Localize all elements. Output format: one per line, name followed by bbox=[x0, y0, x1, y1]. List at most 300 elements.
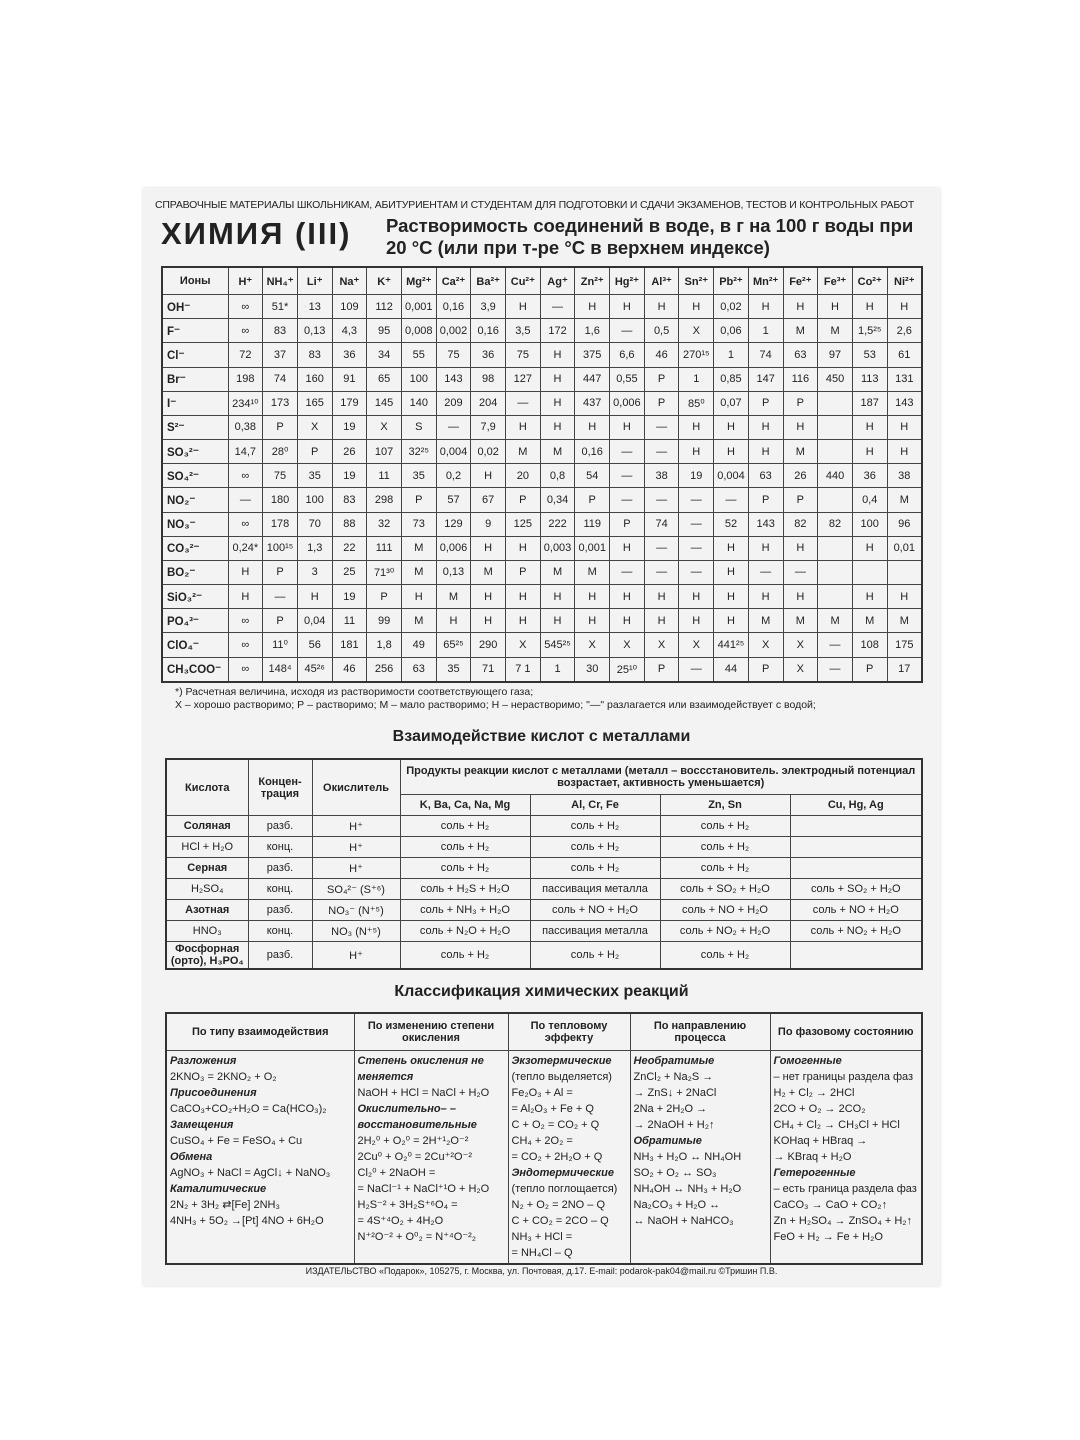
solubility-value: Н bbox=[748, 440, 783, 464]
anion-label: NO₂⁻ bbox=[162, 488, 228, 512]
solubility-value: 270¹⁵ bbox=[679, 343, 714, 367]
solubility-value: 32 bbox=[367, 512, 402, 536]
anion-label: SO₄²⁻ bbox=[162, 464, 228, 488]
product: соль + H₂ bbox=[660, 942, 790, 970]
solubility-value: 14,7 bbox=[228, 440, 263, 464]
solubility-value: 6,6 bbox=[610, 343, 645, 367]
solubility-value: 173 bbox=[263, 391, 298, 415]
solubility-value: 37 bbox=[263, 343, 298, 367]
product: соль + NO₂ + H₂O bbox=[660, 921, 790, 942]
solubility-value: Н bbox=[783, 415, 818, 439]
reaction-equation: NaOH + HCl = NaCl + H₂O bbox=[357, 1087, 490, 1099]
solubility-value: М bbox=[887, 488, 922, 512]
cation-header: Al³⁺ bbox=[644, 267, 679, 295]
solubility-value: Н bbox=[228, 585, 263, 609]
solubility-value: Р bbox=[297, 440, 332, 464]
footnote-line-1: *) Расчетная величина, исходя из растворимости соответствующего газа; bbox=[175, 686, 534, 698]
solubility-value: 0,4 bbox=[852, 488, 887, 512]
table-row bbox=[166, 816, 922, 837]
solubility-value: Х bbox=[679, 633, 714, 657]
solubility-value: — bbox=[644, 536, 679, 560]
solubility-value: 35 bbox=[297, 464, 332, 488]
reaction-type-label: Присоединения bbox=[170, 1087, 257, 1099]
product: соль + H₂ bbox=[400, 858, 530, 879]
reaction-equation: N⁺²O⁻² + O⁰₂ = N⁺⁴O⁻²₂ bbox=[357, 1231, 477, 1243]
acid-name: Фосфорная (орто), H₃PO₄ bbox=[166, 942, 248, 970]
solubility-value: 46 bbox=[644, 343, 679, 367]
solubility-value: 109 bbox=[332, 295, 367, 319]
solubility-value: 545²⁵ bbox=[540, 633, 575, 657]
solubility-value bbox=[818, 415, 853, 439]
reaction-equation: H₂S⁻² + 3H₂S⁺⁶O₄ = bbox=[357, 1199, 458, 1211]
solubility-value: Н bbox=[714, 415, 749, 439]
solubility-value: 178 bbox=[263, 512, 298, 536]
solubility-value: Н bbox=[297, 585, 332, 609]
reaction-equation: N₂ + O₂ = 2NO – Q bbox=[511, 1199, 606, 1211]
solubility-value: — bbox=[644, 415, 679, 439]
solubility-value: М bbox=[818, 609, 853, 633]
solubility-value: — bbox=[679, 512, 714, 536]
solubility-value: 113 bbox=[852, 367, 887, 391]
solubility-value: 30 bbox=[575, 657, 610, 682]
solubility-value: Н bbox=[679, 609, 714, 633]
solubility-value: 55 bbox=[401, 343, 436, 367]
solubility-value: — bbox=[783, 560, 818, 584]
solubility-value: Н bbox=[679, 440, 714, 464]
solubility-value: 35 bbox=[436, 657, 471, 682]
product: соль + SO₂ + H₂O bbox=[790, 879, 922, 900]
solubility-value: 100 bbox=[297, 488, 332, 512]
solubility-value: Н bbox=[506, 585, 541, 609]
solubility-value: Н bbox=[540, 367, 575, 391]
solubility-value: 298 bbox=[367, 488, 402, 512]
solubility-value: 0,002 bbox=[436, 319, 471, 343]
reaction-equation: NH₃ + HCl = bbox=[511, 1231, 573, 1243]
metals-group-1: K, Ba, Ca, Na, Mg bbox=[400, 795, 530, 816]
solubility-value: М bbox=[401, 609, 436, 633]
reaction-equation: CaCO₃+CO₂+H₂O = Ca(HCO₃)₂ bbox=[170, 1103, 327, 1115]
acid-header: Кислота bbox=[166, 759, 248, 816]
cation-header: Zn²⁺ bbox=[575, 267, 610, 295]
anion-label: CH₃COO⁻ bbox=[162, 657, 228, 682]
solubility-value: 70 bbox=[297, 512, 332, 536]
solubility-value: — bbox=[679, 536, 714, 560]
cation-header: Li⁺ bbox=[297, 267, 332, 295]
solubility-value: 1 bbox=[679, 367, 714, 391]
solubility-value: 0,5 bbox=[644, 319, 679, 343]
concentration: разб. bbox=[248, 900, 312, 921]
solubility-value: 91 bbox=[332, 367, 367, 391]
solubility-value: Н bbox=[714, 440, 749, 464]
solubility-value: ∞ bbox=[228, 512, 263, 536]
reaction-equation: Cl₂⁰ + 2NaOH = bbox=[357, 1167, 436, 1179]
solubility-value: 99 bbox=[367, 609, 402, 633]
solubility-value: Н bbox=[748, 536, 783, 560]
table-row bbox=[162, 560, 922, 584]
solubility-value: 0,34 bbox=[540, 488, 575, 512]
solubility-value: Н bbox=[679, 585, 714, 609]
solubility-value: 63 bbox=[783, 343, 818, 367]
ions-header: Ионы bbox=[162, 267, 228, 295]
solubility-value: 116 bbox=[783, 367, 818, 391]
solubility-value: 1,5²⁵ bbox=[852, 319, 887, 343]
solubility-value: 3,9 bbox=[471, 295, 506, 319]
table-row bbox=[162, 415, 922, 439]
solubility-value bbox=[818, 391, 853, 415]
table-row bbox=[166, 858, 922, 879]
classification-header: По изменению степени окисления bbox=[354, 1013, 508, 1051]
acid-name: Соляная bbox=[166, 816, 248, 837]
table-row bbox=[162, 488, 922, 512]
product: соль + H₂ bbox=[660, 858, 790, 879]
solubility-value: — bbox=[818, 657, 853, 682]
oxidizer-header: Окислитель bbox=[312, 759, 400, 816]
solubility-value: 172 bbox=[540, 319, 575, 343]
solubility-value: Х bbox=[679, 319, 714, 343]
solubility-value: ∞ bbox=[228, 319, 263, 343]
page-title: ХИМИЯ (III) bbox=[161, 216, 352, 251]
metals-group-3: Zn, Sn bbox=[660, 795, 790, 816]
table-row bbox=[162, 295, 922, 319]
solubility-value: 25¹⁰ bbox=[610, 657, 645, 682]
page-subtitle: Растворимость соединений в воде, в г на 100 г воды при 20 °С (или при т-ре °С в верхнем индексе) bbox=[386, 215, 914, 258]
solubility-value: 0,16 bbox=[436, 295, 471, 319]
product: соль + H₂ bbox=[660, 837, 790, 858]
reaction-equation: = Al₂O₃ + Fe + Q bbox=[511, 1103, 594, 1115]
solubility-value: 181 bbox=[332, 633, 367, 657]
solubility-value: 7 1 bbox=[506, 657, 541, 682]
table-row bbox=[162, 319, 922, 343]
reaction-equation: 2Na + 2H₂O → bbox=[633, 1103, 708, 1115]
solubility-value: Н bbox=[610, 585, 645, 609]
reaction-type-label: Степень окисления не меняется bbox=[357, 1055, 484, 1083]
solubility-value bbox=[887, 560, 922, 584]
solubility-value: Х bbox=[367, 415, 402, 439]
solubility-value: 63 bbox=[748, 464, 783, 488]
oxidizer: H⁺ bbox=[312, 858, 400, 879]
solubility-value: 0,01 bbox=[887, 536, 922, 560]
reaction-type-label: Гетерогенные bbox=[773, 1167, 856, 1179]
cation-header: H⁺ bbox=[228, 267, 263, 295]
solubility-value: Н bbox=[714, 560, 749, 584]
solubility-value: М bbox=[783, 319, 818, 343]
oxidizer: H⁺ bbox=[312, 816, 400, 837]
solubility-value: 71³⁰ bbox=[367, 560, 402, 584]
solubility-value bbox=[818, 440, 853, 464]
solubility-value: Н bbox=[506, 295, 541, 319]
reaction-type-label: Разложения bbox=[170, 1055, 237, 1067]
solubility-value: Н bbox=[540, 343, 575, 367]
solubility-value: Н bbox=[887, 295, 922, 319]
solubility-value: 54 bbox=[575, 464, 610, 488]
reaction-equation: KOHaq + HBraq → bbox=[773, 1135, 868, 1147]
reaction-equation: 2H₂⁰ + O₂⁰ = 2H⁺¹₂O⁻² bbox=[357, 1135, 469, 1147]
reaction-equation: AgNO₃ + NaCl = AgCl↓ + NaNO₃ bbox=[170, 1167, 331, 1179]
solubility-value: 38 bbox=[887, 464, 922, 488]
product: соль + NO + H₂O bbox=[660, 900, 790, 921]
solubility-value: Н bbox=[852, 295, 887, 319]
table-row bbox=[162, 633, 922, 657]
classification-header: По типу взаимодействия bbox=[166, 1013, 354, 1051]
solubility-value: 13 bbox=[297, 295, 332, 319]
solubility-value: Н bbox=[852, 536, 887, 560]
solubility-value: Н bbox=[644, 585, 679, 609]
cation-header: Ca²⁺ bbox=[436, 267, 471, 295]
solubility-value: Н bbox=[818, 295, 853, 319]
solubility-value: ∞ bbox=[228, 609, 263, 633]
anion-label: I⁻ bbox=[162, 391, 228, 415]
solubility-value: 1,3 bbox=[297, 536, 332, 560]
solubility-value: 32²⁵ bbox=[401, 440, 436, 464]
product: соль + NO₂ + H₂O bbox=[790, 921, 922, 942]
solubility-value: ∞ bbox=[228, 295, 263, 319]
solubility-value: — bbox=[506, 391, 541, 415]
solubility-value bbox=[818, 536, 853, 560]
solubility-value: 51* bbox=[263, 295, 298, 319]
solubility-value: Х bbox=[506, 633, 541, 657]
reaction-equation: 4NH₃ + 5O₂ →[Pt] 4NO + 6H₂O bbox=[170, 1215, 324, 1227]
solubility-value: 67 bbox=[471, 488, 506, 512]
reaction-equation: CaCO₃ → CaO + CO₂↑ bbox=[773, 1199, 888, 1211]
anion-label: OH⁻ bbox=[162, 295, 228, 319]
reaction-type-label: Обмена bbox=[170, 1151, 213, 1163]
solubility-value: — bbox=[818, 633, 853, 657]
solubility-value: Н bbox=[575, 295, 610, 319]
table-row bbox=[162, 391, 922, 415]
solubility-value: М bbox=[506, 440, 541, 464]
solubility-value: 0,13 bbox=[297, 319, 332, 343]
solubility-value: М bbox=[887, 609, 922, 633]
cation-header: Ag⁺ bbox=[540, 267, 575, 295]
product: соль + H₂ bbox=[530, 858, 660, 879]
solubility-value: 0,24* bbox=[228, 536, 263, 560]
product: соль + H₂ bbox=[400, 942, 530, 970]
cation-header: Co²⁺ bbox=[852, 267, 887, 295]
solubility-value: 0,16 bbox=[575, 440, 610, 464]
solubility-value: 19 bbox=[679, 464, 714, 488]
solubility-value: 209 bbox=[436, 391, 471, 415]
metals-group-2: Al, Cr, Fe bbox=[530, 795, 660, 816]
reaction-type-label: Необратимые bbox=[633, 1055, 715, 1067]
solubility-value: — bbox=[679, 657, 714, 682]
solubility-value bbox=[852, 560, 887, 584]
concentration: конц. bbox=[248, 879, 312, 900]
reaction-equation: CH₄ + Cl₂ → CH₃Cl + HCl bbox=[773, 1119, 900, 1131]
solubility-value: 63 bbox=[401, 657, 436, 682]
table-row bbox=[166, 921, 922, 942]
classification-column bbox=[166, 1051, 354, 1265]
solubility-value: Н bbox=[610, 609, 645, 633]
solubility-value: S bbox=[401, 415, 436, 439]
anion-label: ClO₄⁻ bbox=[162, 633, 228, 657]
solubility-value: 19 bbox=[332, 585, 367, 609]
solubility-value: 0,2 bbox=[436, 464, 471, 488]
solubility-value: 0,003 bbox=[540, 536, 575, 560]
oxidizer: H⁺ bbox=[312, 837, 400, 858]
solubility-value: 11 bbox=[332, 609, 367, 633]
solubility-value: 9 bbox=[471, 512, 506, 536]
solubility-value: 0,02 bbox=[471, 440, 506, 464]
cation-header: Ni²⁺ bbox=[887, 267, 922, 295]
solubility-value: 0,02 bbox=[714, 295, 749, 319]
solubility-value: — bbox=[540, 295, 575, 319]
solubility-value: 0,001 bbox=[401, 295, 436, 319]
solubility-value: 0,38 bbox=[228, 415, 263, 439]
metals-group-4: Cu, Hg, Ag bbox=[790, 795, 922, 816]
solubility-value: Н bbox=[852, 415, 887, 439]
solubility-value: 26 bbox=[783, 464, 818, 488]
header-topline: СПРАВОЧНЫЕ МАТЕРИАЛЫ ШКОЛЬНИКАМ, АБИТУРИЕНТАМ И СТУДЕНТАМ ДЛЯ ПОДГОТОВКИ И СДАЧИ ЭКЗАМЕНОВ, ТЕСТОВ И КОНТРОЛЬНЫХ РАБОТ bbox=[155, 199, 915, 211]
solubility-value: 3,5 bbox=[506, 319, 541, 343]
solubility-value: 57 bbox=[436, 488, 471, 512]
solubility-value: Н bbox=[679, 415, 714, 439]
solubility-value: — bbox=[644, 488, 679, 512]
solubility-value: Р bbox=[263, 609, 298, 633]
solubility-value: 11 bbox=[367, 464, 402, 488]
acids-section-title: Взаимодействие кислот с металлами bbox=[392, 728, 691, 745]
solubility-value: 147 bbox=[748, 367, 783, 391]
solubility-value: Р bbox=[263, 415, 298, 439]
solubility-value: 97 bbox=[818, 343, 853, 367]
solubility-value: Н bbox=[575, 415, 610, 439]
solubility-value: ∞ bbox=[228, 464, 263, 488]
cation-header: Ba²⁺ bbox=[471, 267, 506, 295]
solubility-value: 74 bbox=[644, 512, 679, 536]
table-row bbox=[162, 440, 922, 464]
solubility-value: 4,3 bbox=[332, 319, 367, 343]
solubility-value: 125 bbox=[506, 512, 541, 536]
solubility-value: 49 bbox=[401, 633, 436, 657]
reaction-equation: NH₄OH ↔ NH₃ + H₂O bbox=[633, 1183, 742, 1195]
solubility-value: Н bbox=[679, 295, 714, 319]
solubility-value: Н bbox=[401, 585, 436, 609]
reaction-equation: 2N₂ + 3H₂ ⇄[Fe] 2NH₃ bbox=[170, 1199, 280, 1211]
product: соль + H₂ bbox=[530, 816, 660, 837]
product: соль + H₂ bbox=[400, 816, 530, 837]
solubility-value: Н bbox=[540, 415, 575, 439]
solubility-value: 119 bbox=[575, 512, 610, 536]
reaction-type-label: Эндотермические bbox=[511, 1167, 614, 1179]
solubility-value: 45²⁶ bbox=[297, 657, 332, 682]
solubility-value: 0,04 bbox=[297, 609, 332, 633]
solubility-value: 222 bbox=[540, 512, 575, 536]
concentration: разб. bbox=[248, 816, 312, 837]
solubility-value: Р bbox=[263, 560, 298, 584]
reaction-type-label: Каталитические bbox=[170, 1183, 267, 1195]
table-row bbox=[162, 343, 922, 367]
solubility-value: Н bbox=[575, 585, 610, 609]
solubility-value: ∞ bbox=[228, 657, 263, 682]
solubility-value: Н bbox=[748, 415, 783, 439]
reaction-equation: – есть граница раздела фаз bbox=[773, 1183, 917, 1195]
reaction-equation: Na₂CO₃ + H₂O ↔ bbox=[633, 1199, 721, 1211]
solubility-value: — bbox=[644, 440, 679, 464]
solubility-value: Н bbox=[610, 295, 645, 319]
solubility-value: 100 bbox=[852, 512, 887, 536]
solubility-value: М bbox=[748, 609, 783, 633]
solubility-value: 1,6 bbox=[575, 319, 610, 343]
solubility-value: 36 bbox=[852, 464, 887, 488]
solubility-value: — bbox=[610, 560, 645, 584]
solubility-value: 447 bbox=[575, 367, 610, 391]
concentration: разб. bbox=[248, 858, 312, 879]
solubility-value: М bbox=[401, 536, 436, 560]
solubility-value: 0,16 bbox=[471, 319, 506, 343]
solubility-value: 56 bbox=[297, 633, 332, 657]
reaction-equation: C + CO₂ = 2CO – Q bbox=[511, 1215, 609, 1227]
cation-header: NH₄⁺ bbox=[263, 267, 298, 295]
solubility-value: Н bbox=[506, 415, 541, 439]
solubility-value: 75 bbox=[506, 343, 541, 367]
oxidizer: H⁺ bbox=[312, 942, 400, 970]
reaction-equation: = NaCl⁻¹ + NaCl⁺¹O + H₂O bbox=[357, 1183, 490, 1195]
solubility-value: М bbox=[852, 609, 887, 633]
anion-label: Cl⁻ bbox=[162, 343, 228, 367]
solubility-value: 83 bbox=[263, 319, 298, 343]
solubility-value: Р bbox=[783, 391, 818, 415]
solubility-value: Р bbox=[748, 657, 783, 682]
solubility-value: 198 bbox=[228, 367, 263, 391]
solubility-value: 450 bbox=[818, 367, 853, 391]
classification-section-title: Классификация химических реакций bbox=[394, 983, 689, 1000]
solubility-value: 96 bbox=[887, 512, 922, 536]
solubility-value: Р bbox=[575, 488, 610, 512]
solubility-value: 88 bbox=[332, 512, 367, 536]
solubility-value: Р bbox=[748, 488, 783, 512]
solubility-value: 1,8 bbox=[367, 633, 402, 657]
classification-column bbox=[630, 1051, 770, 1265]
anion-label: PO₄³⁻ bbox=[162, 609, 228, 633]
cation-header: Fe³⁺ bbox=[818, 267, 853, 295]
solubility-value: Н bbox=[471, 585, 506, 609]
solubility-value: 36 bbox=[332, 343, 367, 367]
solubility-value: 74 bbox=[748, 343, 783, 367]
solubility-value: 148⁴ bbox=[263, 657, 298, 682]
product: соль + H₂ bbox=[530, 837, 660, 858]
table-row bbox=[166, 942, 922, 970]
solubility-value: Н bbox=[783, 295, 818, 319]
reaction-type-label: Замещения bbox=[170, 1119, 234, 1131]
product: соль + NH₃ + H₂O bbox=[400, 900, 530, 921]
anion-label: NO₃⁻ bbox=[162, 512, 228, 536]
reaction-equation: SO₂ + O₂ ↔ SO₃ bbox=[633, 1167, 717, 1179]
solubility-value: — bbox=[610, 319, 645, 343]
acid-name: Серная bbox=[166, 858, 248, 879]
table-row bbox=[162, 367, 922, 391]
solubility-value: 1 bbox=[714, 343, 749, 367]
acid-name: H₂SO₄ bbox=[166, 879, 248, 900]
solubility-value: 437 bbox=[575, 391, 610, 415]
product: соль + NO + H₂O bbox=[530, 900, 660, 921]
solubility-value bbox=[818, 560, 853, 584]
solubility-value: М bbox=[575, 560, 610, 584]
cation-header: Pb²⁺ bbox=[714, 267, 749, 295]
concentration-header: Концен-трация bbox=[248, 759, 312, 816]
table-row bbox=[162, 512, 922, 536]
solubility-value: 160 bbox=[297, 367, 332, 391]
solubility-value: 107 bbox=[367, 440, 402, 464]
solubility-value: 38 bbox=[644, 464, 679, 488]
solubility-value: — bbox=[679, 488, 714, 512]
reaction-equation: = CO₂ + 2H₂O + Q bbox=[511, 1151, 603, 1163]
solubility-value: 71 bbox=[471, 657, 506, 682]
cation-header: Hg²⁺ bbox=[610, 267, 645, 295]
reaction-classification-table bbox=[165, 1012, 923, 1265]
solubility-value: Н bbox=[471, 536, 506, 560]
reaction-equation: 2KNO₃ = 2KNO₂ + O₂ bbox=[170, 1071, 277, 1083]
solubility-value: Р bbox=[401, 488, 436, 512]
solubility-value: 140 bbox=[401, 391, 436, 415]
